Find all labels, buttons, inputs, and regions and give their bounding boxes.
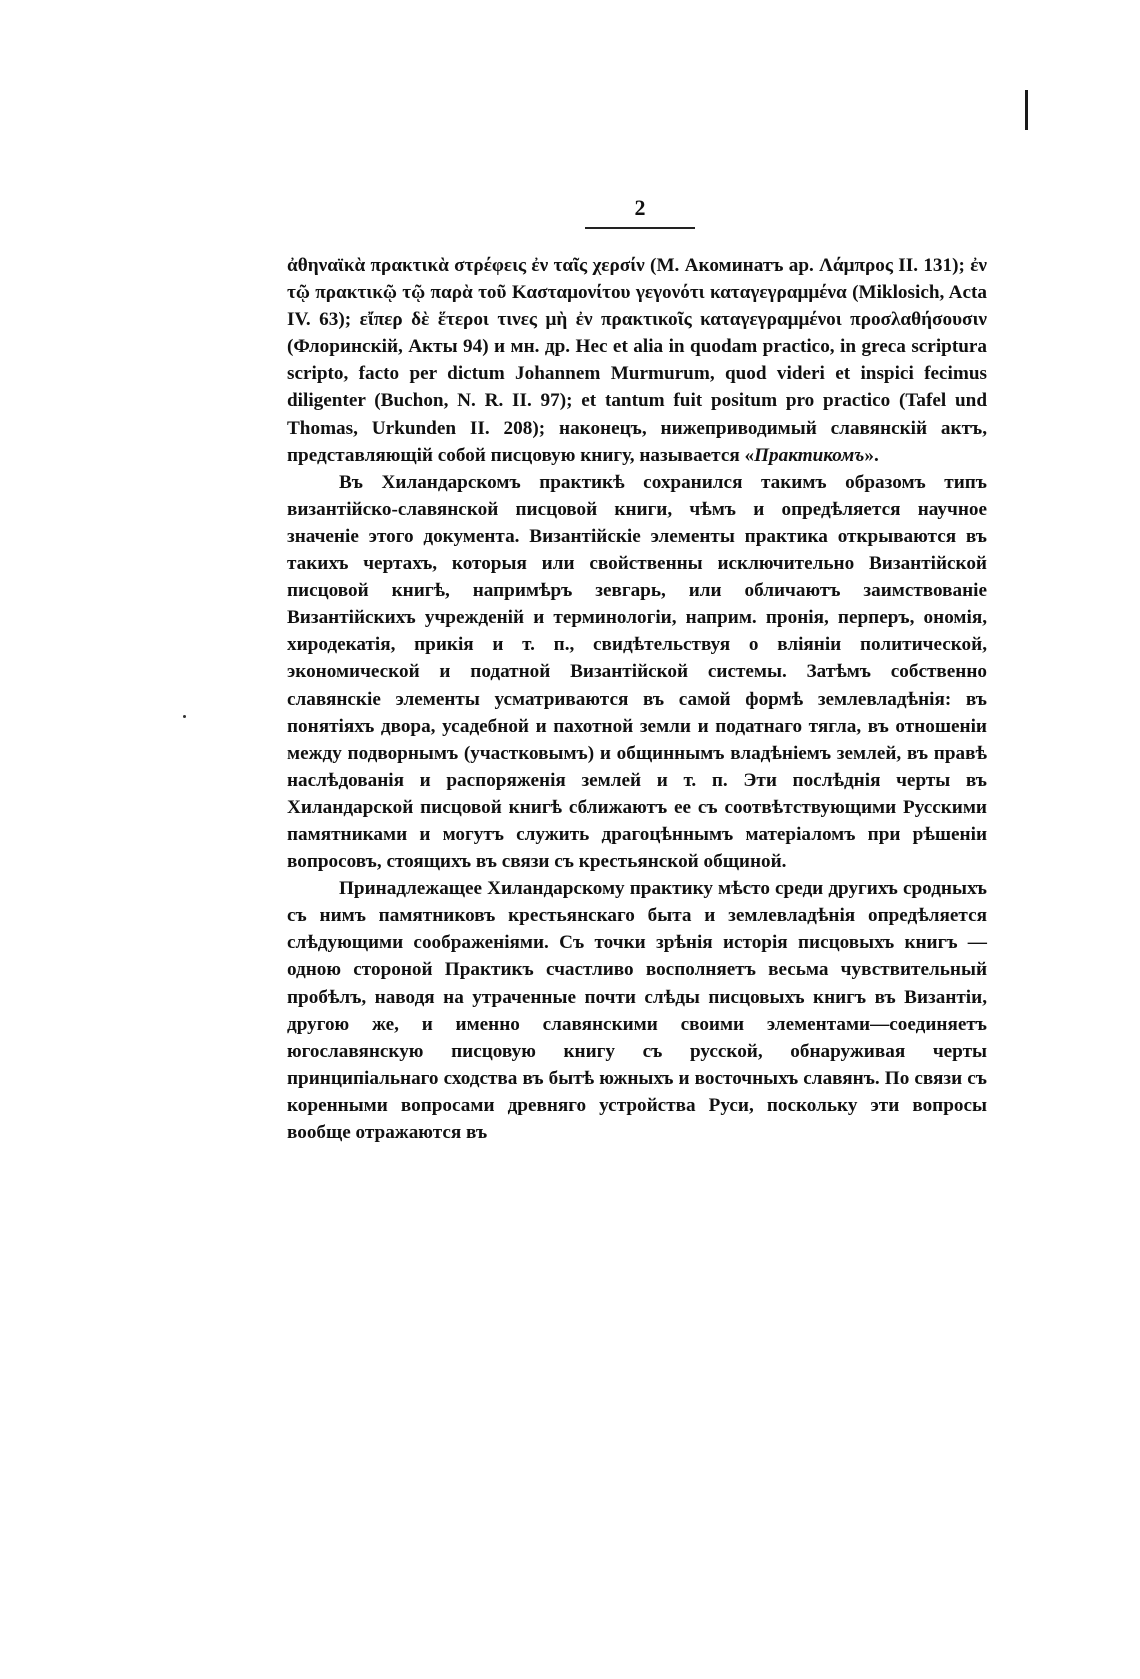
- page-number: 2: [634, 195, 646, 220]
- paragraph-3: Принадлежащее Хиландарскому практику мѣсто среди другихъ сродныхъ съ нимъ памятниковъ крестьянскаго быта и землевладѣнія опредѣляется слѣдующими соображеніями. Съ точки зрѣнія исторія писцовыхъ книгъ — одною стороной Практикъ счастливо восполняетъ весьма чувствительный пробѣлъ, наводя на утраченные почти слѣды писцовыхъ книгъ въ Византіи, другою же, и именно славянскими своими элементами—соединяетъ югославянскую писцовую книгу съ русской, обнаруживая черты принципіальнаго сходства въ бытѣ южныхъ и восточныхъ славянъ. По связи съ коренными вопросами древняго устройства Руси, поскольку эти вопросы вообще отражаются въ: [287, 878, 987, 1143]
- body-text: [287, 252, 987, 1146]
- paragraph-2: Въ Хиландарскомъ практикѣ сохранился такимъ образомъ типъ византійско-славянской писцовой книги, чѣмъ и опредѣляется научное значеніе этого документа. Византійскіе элементы практика открываются въ такихъ чертахъ, которыя или свойственны исключительно Византійской писцовой книгѣ, напримѣръ зевгарь, или обличаютъ заимствованіе Византійскихъ учрежденій и терминологіи, наприм. пронія, перперъ, ономія, хиродекатія, прикія и т. п., свидѣтельствуя о вліяніи политической, экономической и податной Византійской системы. Затѣмъ собственно славянскіе элементы усматриваются въ самой формѣ землевладѣнія: въ понятіяхъ двора, усадебной и пахотной земли и податнаго тягла, въ отношеніи между подворнымъ (участковымъ) и общиннымъ владѣніемъ землей, въ правѣ наслѣдованія и распоряженія землей и т. п. Эти послѣднія черты въ Хиландарской писцовой книгѣ сближаютъ ее съ соотвѣтствующими Русскими памятниками и могутъ служить драгоцѣннымъ матеріаломъ при рѣшеніи вопросовъ, стоящихъ въ связи съ крестьянской общиной.: [287, 471, 987, 873]
- paragraph-1-text: ἀθηναϊκὰ πρακτικὰ στρέφεις ἐν ταῖς χερσίν (М. Акоминатъ ар. Λάμπρος II. 131); ἐν τῷ πρακτικῷ τῷ παρὰ τοῦ Κασταμονίτου γεγονότι καταγεγραμμένα (Miklosich, Acta IV. 63); εἴπερ δὲ ἕτεροι τινες μὴ ἐν πρακτικοῖς καταγεγραμμένοι προσλαθήσουσιν (Флоринскій, Акты 94) и мн. др. Hec et alia in quodam practico, in greca scriptura scripto, facto per dictum Johannem Murmurum, quod videri et inspici fecimus diligenter (Buchon, N. R. II. 97); et tantum fuit positum pro practico (Tafel und Thomas, Urkunden II. 208); наконецъ, нижеприводимый славянскій актъ, представляющій собой писцовую книгу, называется «: [287, 255, 987, 466]
- page-number-rule: [585, 227, 695, 229]
- practicum-title: Практикомъ: [754, 444, 865, 466]
- margin-mark: [1025, 90, 1028, 130]
- page-speck: [183, 715, 186, 718]
- paragraph-1: [287, 252, 987, 469]
- paragraph-1-end: ».: [864, 444, 879, 466]
